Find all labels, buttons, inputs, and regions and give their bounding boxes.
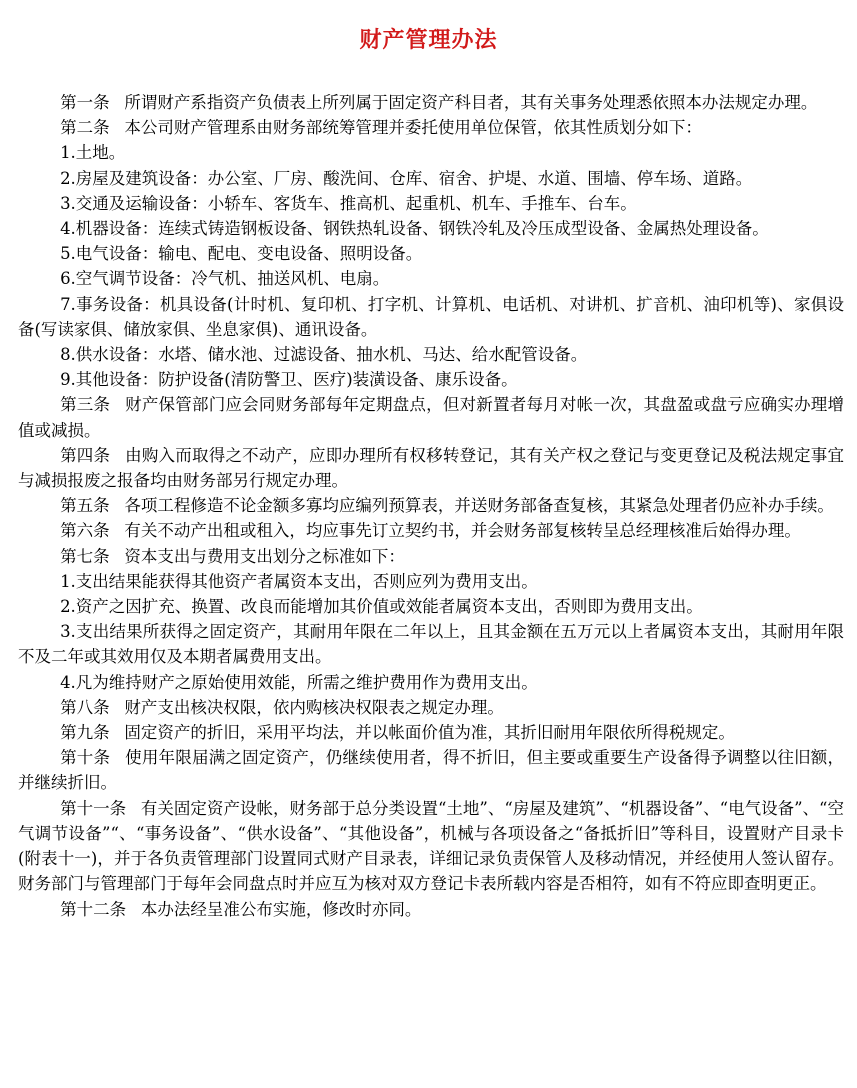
paragraph-text: 3.支出结果所获得之固定资产，其耐用年限在二年以上，且其金额在五万元以上者属资本支出，其耐用年限不及二年或其效用仅及本期者属费用支出。 xyxy=(18,622,844,667)
article-paragraph xyxy=(18,897,844,922)
list-item-paragraph xyxy=(18,594,844,619)
article-paragraph xyxy=(18,90,844,115)
paragraph-text: 本公司财产管理系由财务部统筹管理并委托使用单位保管，依其性质划分如下： xyxy=(124,118,702,138)
list-item-paragraph xyxy=(18,166,844,191)
list-item-paragraph xyxy=(18,670,844,695)
paragraph-text: 8.供水设备：水塔、储水池、过滤设备、抽水机、马达、给水配管设备。 xyxy=(60,345,588,365)
paragraph-text: 1.土地。 xyxy=(60,143,126,163)
list-item-paragraph xyxy=(18,569,844,594)
document-title: 财产管理办法 xyxy=(359,28,498,53)
list-item-paragraph xyxy=(18,619,844,669)
paragraph-text: 1.支出结果能获得其他资产者属资本支出，否则应列为费用支出。 xyxy=(60,571,538,591)
paragraph-text: 3.交通及运输设备：小轿车、客货车、推高机、起重机、机车、手推车、台车。 xyxy=(60,193,637,213)
article-number: 第四条 xyxy=(60,445,111,465)
list-item-paragraph xyxy=(18,241,844,266)
paragraph-text: 有关不动产出租或租入，均应事先订立契约书，并会财务部复核转呈总经理核准后始得办理。 xyxy=(124,521,801,541)
paragraph-text: 2.房屋及建筑设备：办公室、厂房、酸洗间、仓库、宿舍、护堤、水道、围墙、停车场、道路。 xyxy=(60,168,753,188)
list-item-paragraph xyxy=(18,191,844,216)
list-item-paragraph xyxy=(18,292,844,342)
article-paragraph xyxy=(18,392,844,442)
paragraph-text: 7.事务设备：机具设备(计时机、复印机、打字机、计算机、电话机、对讲机、扩音机、油印机等)、家俱设备(写读家俱、储放家俱、坐息家俱)、通讯设备。 xyxy=(18,294,844,339)
paragraph-text: 固定资产的折旧，采用平均法，并以帐面价值为准，其折旧耐用年限依所得税规定。 xyxy=(124,723,735,743)
paragraph-text: 2.资产之因扩充、换置、改良而能增加其价值或效能者属资本支出，否则即为费用支出。 xyxy=(60,597,703,617)
paragraph-text: 5.电气设备：输电、配电、变电设备、照明设备。 xyxy=(60,244,423,264)
article-paragraph xyxy=(18,518,844,543)
paragraph-text: 4.机器设备：连续式铸造钢板设备、钢铁热轧设备、钢铁冷轧及冷压成型设备、金属热处理设备。 xyxy=(60,219,769,239)
list-item-paragraph xyxy=(18,216,844,241)
article-number: 第十二条 xyxy=(60,899,127,919)
paragraph-text: 资本支出与费用支出划分之标准如下： xyxy=(124,546,405,566)
article-paragraph xyxy=(18,695,844,720)
paragraph-text: 9.其他设备：防护设备(清防警卫、医疗)装潢设备、康乐设备。 xyxy=(60,370,518,390)
article-number: 第五条 xyxy=(60,496,110,516)
paragraph-text: 有关固定资产设帐，财务部于总分类设置“土地”、“房屋及建筑”、“机器设备”、“电气设备”、“空气调节设备”“、“事务设备”、“供水设备”、“其他设备”，机械与各项设备之“备抵折旧”等科目，设置财产目录卡(附表十一)，并于各负责管理部门设置同式财产目录表，详细记录负责保管人及移动情况，并经使用人签认留存。财务部门与管理部门于每年会同盘点时并应互为核对双方登记卡表所载内容是否相符，如有不符应即查明更正。 xyxy=(18,798,844,894)
article-paragraph xyxy=(18,745,844,795)
paragraph-text: 所谓财产系指资产负债表上所列属于固定资产科目者，其有关事务处理悉依照本办法规定办理。 xyxy=(124,93,818,112)
paragraph-text: 财产保管部门应会同财务部每年定期盘点，但对新置者每月对帐一次，其盘盈或盘亏应确实办理增值或减损。 xyxy=(18,395,845,440)
document-body xyxy=(18,90,844,922)
article-number: 第十一条 xyxy=(60,798,127,818)
article-number: 第三条 xyxy=(60,395,111,415)
article-number: 第八条 xyxy=(60,697,110,717)
article-number: 第十条 xyxy=(60,748,111,768)
article-paragraph xyxy=(18,720,844,745)
article-number: 第九条 xyxy=(60,723,110,743)
article-paragraph xyxy=(18,796,844,897)
paragraph-text: 使用年限届满之固定资产，仍继续使用者，得不折旧，但主要或重要生产设备得予调整以往旧额，并继续折旧。 xyxy=(18,748,845,793)
paragraph-text: 4.凡为维持财产之原始使用效能，所需之维护费用作为费用支出。 xyxy=(60,672,538,692)
paragraph-text: 6.空气调节设备：冷气机、抽送风机、电扇。 xyxy=(60,269,390,289)
list-item-paragraph xyxy=(18,367,844,392)
article-number: 第二条 xyxy=(60,118,110,138)
article-paragraph xyxy=(18,443,844,493)
paragraph-text: 由购入而取得之不动产，应即办理所有权移转登记，其有关产权之登记与变更登记及税法规定事宜与减损报废之报备均由财务部另行规定办理。 xyxy=(18,445,845,491)
paragraph-text: 本办法经呈准公布实施，修改时亦同。 xyxy=(140,899,422,919)
list-item-paragraph xyxy=(18,266,844,291)
paragraph-text: 财产支出核决权限，依内购核决权限表之规定办理。 xyxy=(124,697,504,717)
list-item-paragraph xyxy=(18,140,844,165)
article-paragraph xyxy=(18,115,844,140)
paragraph-text: 各项工程修造不论金额多寡均应编列预算表，并送财务部备查复核，其紧急处理者仍应补办手续。 xyxy=(124,496,834,516)
article-number: 第七条 xyxy=(60,546,110,566)
article-paragraph xyxy=(18,493,844,518)
article-number: 第一条 xyxy=(60,93,110,112)
list-item-paragraph xyxy=(18,342,844,367)
article-paragraph xyxy=(18,544,844,569)
article-number: 第六条 xyxy=(60,521,110,541)
